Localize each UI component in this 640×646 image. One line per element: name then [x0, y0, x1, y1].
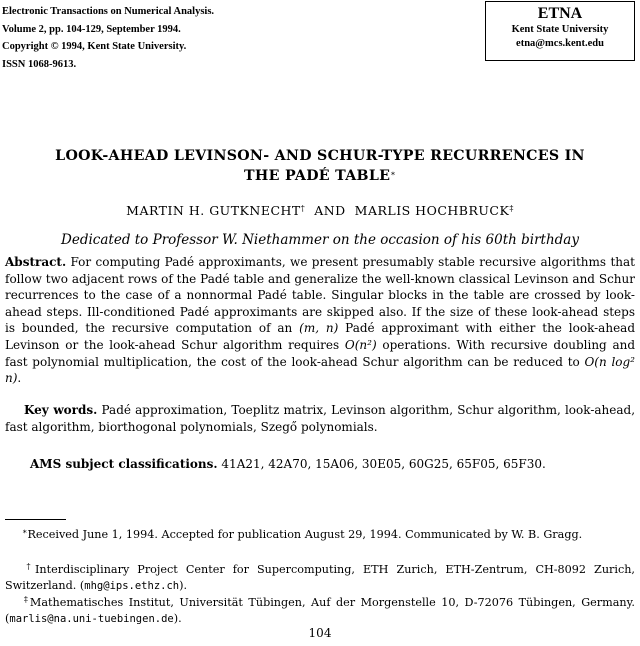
page-number: 104 [308, 626, 332, 640]
footnote-gutknecht [5, 559, 635, 594]
paper-title-line2: THE PADÉ TABLE [244, 168, 391, 184]
fn2-end: ). [179, 579, 188, 592]
etna-email: etna@mcs.kent.edu [516, 38, 604, 49]
journal-copyright: Copyright © 1994, Kent State University. [2, 41, 187, 52]
keywords-text: Padé approximation, Toeplitz matrix, Levinson algorithm, Schur algorithm, look-ahead, fast algorithm, biorthogonal polynomials, Szegő polynomials. [5, 403, 636, 434]
abstract-text-1: For computing Padé approximants, we present presumably stable recursive algorithms that follow two adjacent rows of the Padé table and generalize the well-known classical Levinson and Schur recurrences to the case of a nonnormal Padé table. Singular blocks in the table are crossed by look-ahead steps. Ill-conditioned Padé approximants are skipped also. If the size of these look-ahead steps is bounded, the recursive computation of an [5, 255, 635, 336]
etna-university: Kent State University [511, 24, 609, 35]
title-footnote-mark: ∗ [390, 169, 396, 178]
author2-mark: ‡ [509, 204, 514, 213]
fn1-mark: ∗ [22, 527, 28, 536]
author-conjunction: AND [314, 203, 346, 218]
fn3-end: ). [173, 612, 182, 625]
fn3-mark: ‡ [22, 595, 30, 604]
journal-header [2, 3, 322, 73]
etna-title: ETNA [537, 5, 583, 22]
fn2-mark: † [22, 562, 35, 571]
ams-text: 41A21, 42A70, 15A06, 30E05, 60G25, 65F05, 65F30. [221, 457, 546, 471]
fn2-text: Interdisciplinary Project Center for Supercomputing, ETH Zurich, ETH-Zentrum, CH-8092 Zurich, Switzerland. ( [5, 563, 635, 592]
author-line [0, 203, 640, 218]
journal-name: Electronic Transactions on Numerical Analysis. [2, 6, 215, 17]
abstract-text-2: Padé approximant with either the look-ahead Levinson or the look-ahead Schur algorithm requires [5, 321, 636, 352]
abstract-math-3: O(n log² n) [5, 354, 635, 386]
etna-box [485, 1, 635, 61]
footnote-hochbruck [5, 592, 635, 627]
abstract-math-1: (m, n) [299, 321, 339, 336]
paper-title [0, 147, 640, 185]
abstract-text-4: . [17, 371, 22, 386]
ams-classifications [30, 457, 640, 471]
abstract [5, 254, 635, 387]
ams-label: AMS subject classifications. [30, 457, 218, 471]
abstract-label: Abstract. [5, 255, 67, 269]
journal-issn: ISSN 1068-9613. [2, 58, 77, 70]
footnote-received [5, 524, 635, 543]
fn3-email: marlis@na.uni-tuebingen.de [9, 613, 174, 625]
fn3-text: Mathematisches Institut, Universität Tübingen, Auf der Morgenstelle 10, D-72076 Tübingen, Germany. ( [5, 596, 635, 625]
abstract-text-3: operations. With recursive doubling and fast polynomial multiplication, the cost of the look-ahead Schur algorithm can be reduced to [5, 337, 636, 369]
paper-title-line1: LOOK-AHEAD LEVINSON- AND SCHUR-TYPE RECURRENCES IN [55, 148, 585, 164]
author1-mark: † [300, 204, 306, 213]
fn1-text: Received June 1, 1994. Accepted for publication August 29, 1994. Communicated by W. B. Gragg. [27, 528, 583, 541]
author-gutknecht: MARTIN H. GUTKNECHT [126, 203, 301, 218]
fn2-email: mhg@ips.ethz.ch [84, 580, 180, 592]
footnote-rule [5, 519, 66, 520]
author-hochbruck: MARLIS HOCHBRUCK [354, 203, 510, 218]
abstract-math-2: O(n²) [344, 337, 377, 352]
keywords-label: Key words. [24, 403, 98, 417]
journal-volume: Volume 2, pp. 104-129, September 1994. [2, 23, 181, 35]
dedication: Dedicated to Professor W. Niethammer on the occasion of his 60th birthday [61, 232, 579, 248]
keywords [5, 402, 635, 435]
